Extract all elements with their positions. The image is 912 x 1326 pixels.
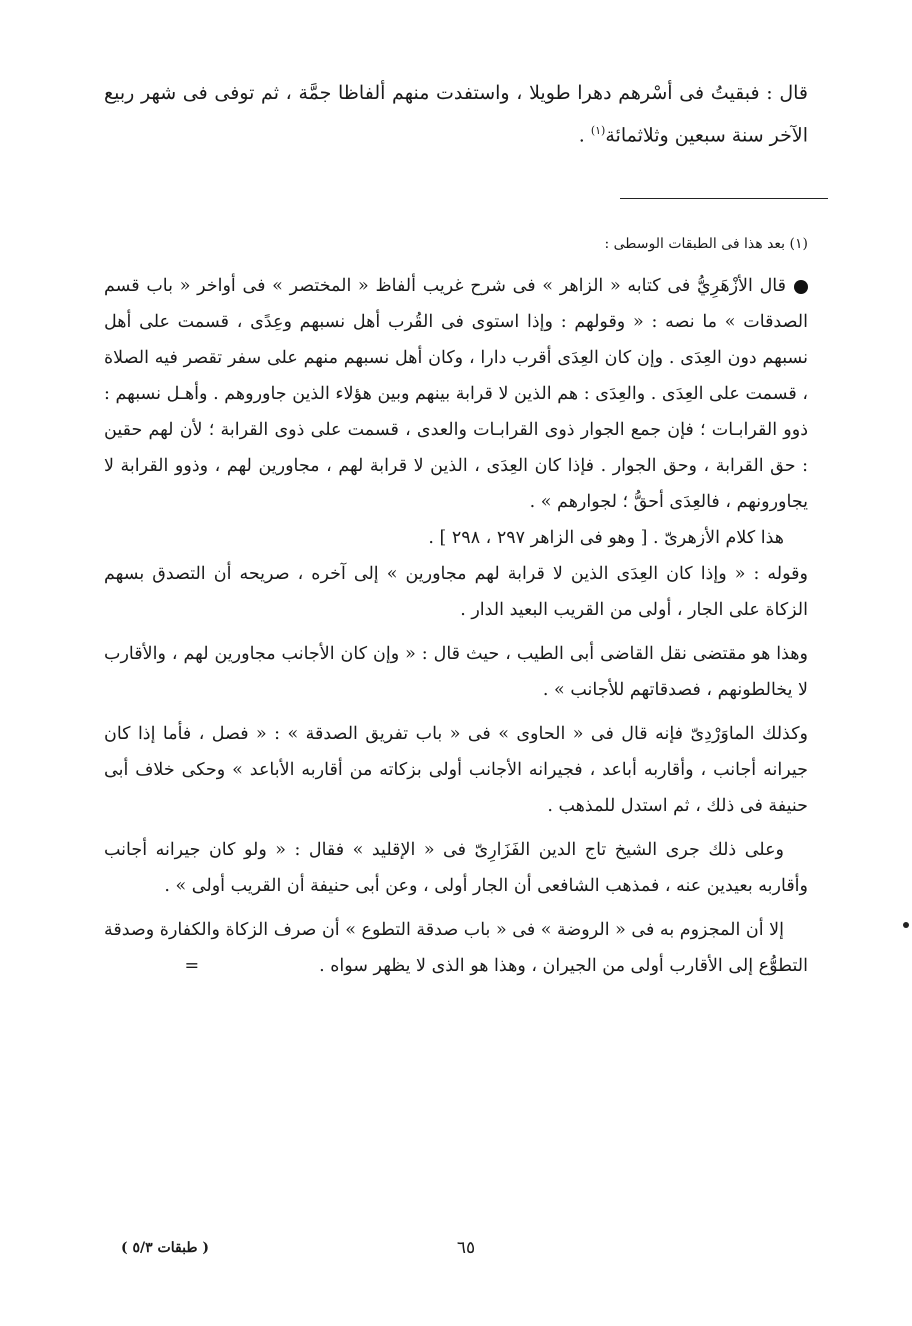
page-number: ٦٥	[456, 1238, 476, 1258]
footnote-paragraph-3: وقوله : « وإذا كان العِدَى الذين لا قرابة لهم مجاورين » إلى آخره ، صريحه أن التصدق بسهم الزكاة على الجار ، أولى من القريب البعيد الدار .	[104, 564, 808, 620]
footnote-paragraph-2: هذا كلام الأزهرىّ . [ وهو فى الزاهر ٢٩٧ ، ٢٩٨ ] .	[428, 528, 784, 548]
footnote-separator	[620, 198, 828, 199]
margin-dot	[903, 922, 909, 928]
footnote-paragraph-7-text: إلا أن المجزوم به فى « الروضة » فى « باب صدقة التطوع » أن صرف الزكاة والكفارة وصدقة التطوُّع إلى الأقارب أولى من الجيران ، وهذا هو الذى لا يظهر سواه .	[104, 920, 808, 976]
footnote-paragraph-7	[104, 912, 808, 984]
main-text	[104, 74, 808, 154]
footnote-paragraph-1-text: قال الأزْهَرِيُّ فى كتابه « الزاهر » فى شرح غريب ألفاظ « المختصر » فى أواخر « باب قسم الصدقات » ما نصه : « وقولهم : وإذا استوى فى القُرب أهل نسبهم وعِدًى ، قسمت على أهل نسبهم دون العِدَى . وإن كان العِدَى أقرب دارا ، وكان أهل نسبهم منهم على سفر تقصر فيه الصلاة ، قسمت على العِدَى . والعِدَى : هم الذين لا قرابة بينهم وبين هؤلاء الذين جاوروهم . وأهـل نسبهم : ذوو القرابـات ؛ فإن جمع الجوار ذوى القرابـات والعدى ، قسمت على ذوى القرابة ؛ لأن لهم حقين : حق القرابة ، وحق الجوار . فإذا كان العِدَى ، الذين لا قرابة لهم ، مجاورين لهم ، وذوو القرابة لا يجاورونهم ، فالعِدَى أحقُّ ؛ لجوارهم » .	[104, 276, 808, 512]
footnote-body	[104, 268, 808, 984]
footnote-paragraph-4: وهذا هو مقتضى نقل القاضى أبى الطيب ، حيث قال : « وإن كان الأجانب مجاورين لهم ، والأقارب لا يخالطونهم ، فصدقاتهم للأجانب » .	[104, 644, 808, 700]
main-paragraph: قال : فبقيتُ فى أسْرهم دهرا طويلا ، واستفدت منهم ألفاظا جمَّة ، ثم توفى فى شهر ربيع الآخر سنة سبعين وثلاثمائة	[104, 82, 808, 147]
main-paragraph-end: .	[578, 124, 591, 147]
footnote-paragraph-6: وعلى ذلك جرى الشيخ تاج الدين الفَزَارِىّ فى « الإقليد » فقال : « ولو كان جيرانه أجانب وأقاربه بعيدين عنه ، فمذهب الشافعى أن الجار أولى ، وعن أبى حنيفة أن القريب أولى » .	[104, 840, 808, 896]
footnote-heading: (١) بعد هذا فى الطبقات الوسطى :	[604, 236, 808, 252]
bullet-icon	[794, 280, 808, 294]
footnote-paragraph-5: وكذلك الماوَرْدِىّ فإنه قال فى « الحاوى » فى « باب تفريق الصدقة » : « فصل ، فأما إذا كان جيرانه أجانب ، وأقاربه أباعد ، فجيرانه الأجانب أولى بزكاته من أقاربه الأباعد » وحكى خلاف أبى حنيفة فى ذلك ، ثم استدل للمذهب .	[104, 724, 808, 816]
footnote-paragraph-1	[104, 268, 808, 520]
continuation-mark: =	[184, 956, 200, 976]
printer-signature: ( طبقات ٥/٣ )	[121, 1240, 209, 1256]
footnote-reference: (١)	[590, 124, 606, 137]
